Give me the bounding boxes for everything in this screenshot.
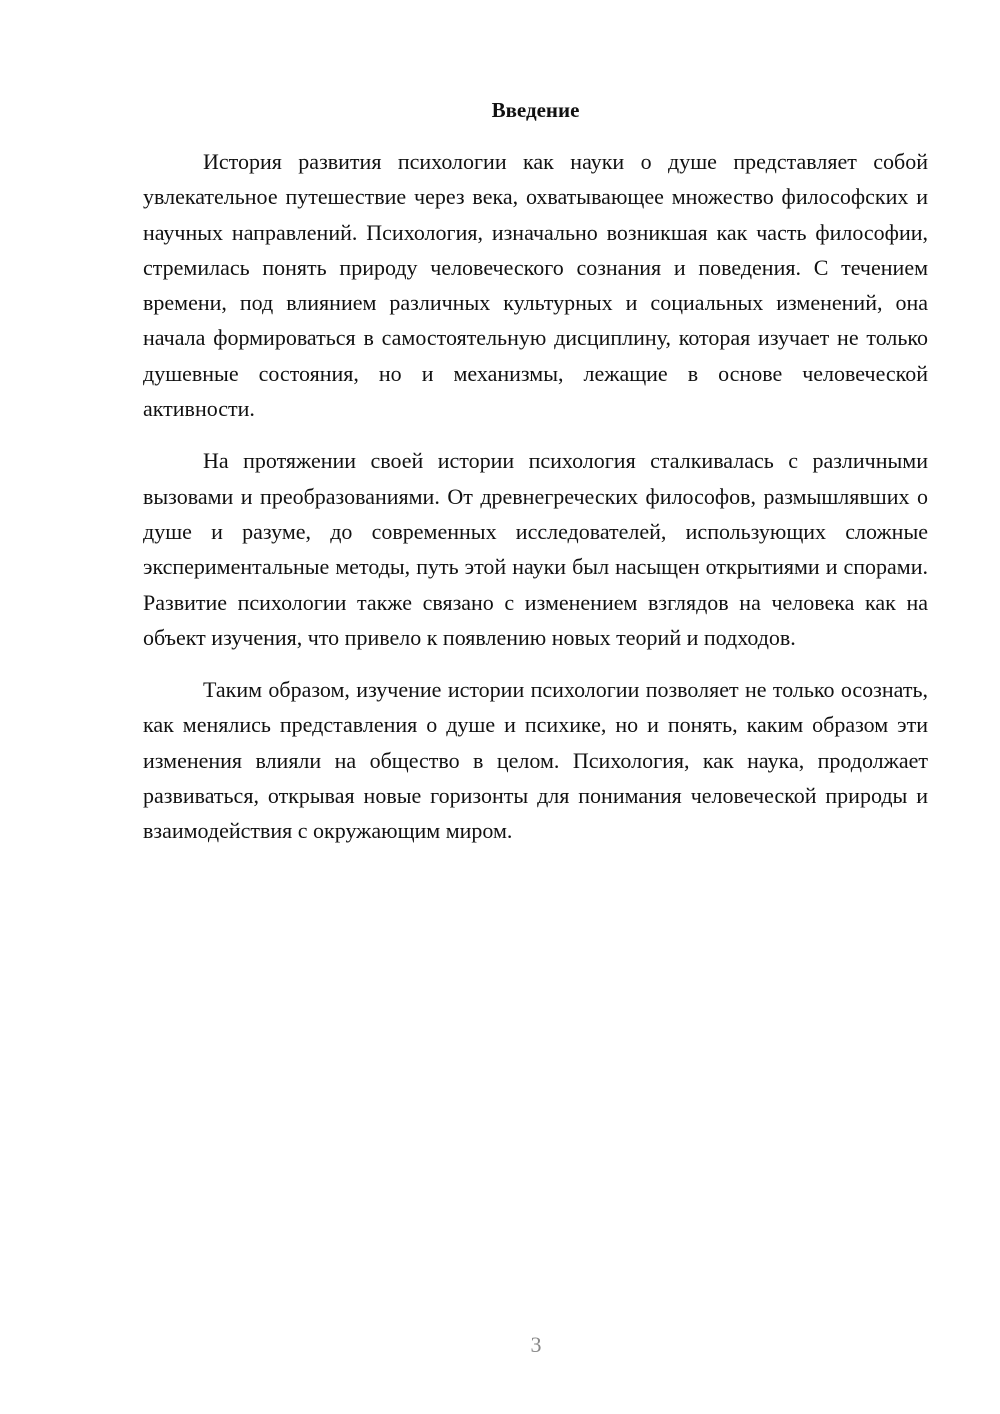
paragraph-3: Таким образом, изучение истории психологии позволяет не только осознать, как менялись представления о душе и психике, но и понять, каким образом эти изменения влияли на общество в целом. Психология, как наука, продолжает развиваться, открывая новые горизонты для понимания человеческой природы и взаимодействия с окружающим миром. (143, 677, 928, 844)
page-content (143, 94, 928, 866)
section-title: Введение (491, 98, 580, 122)
page-number: 3 (530, 1332, 542, 1357)
paragraph-2: На протяжении своей истории психология сталкивалась с различными вызовами и преобразованиями. От древнегреческих философов, размышлявших о душе и разуме, до современных исследователей, использующих сложные экспериментальные методы, путь этой науки был насыщен открытиями и спорами. Развитие психологии также связано с изменением взглядов на человека как на объект изучения, что привело к появлению новых теорий и подходов. (143, 448, 928, 650)
paragraph-1: История развития психологии как науки о душе представляет собой увлекательное путешествие через века, охватывающее множество философских и научных направлений. Психология, изначально возникшая как часть философии, стремилась понять природу человеческого сознания и поведения. С течением времени, под влиянием различных культурных и социальных изменений, она начала формироваться в самостоятельную дисциплину, которая изучает не только душевные состояния, но и механизмы, лежащие в основе человеческой активности. (143, 149, 928, 422)
